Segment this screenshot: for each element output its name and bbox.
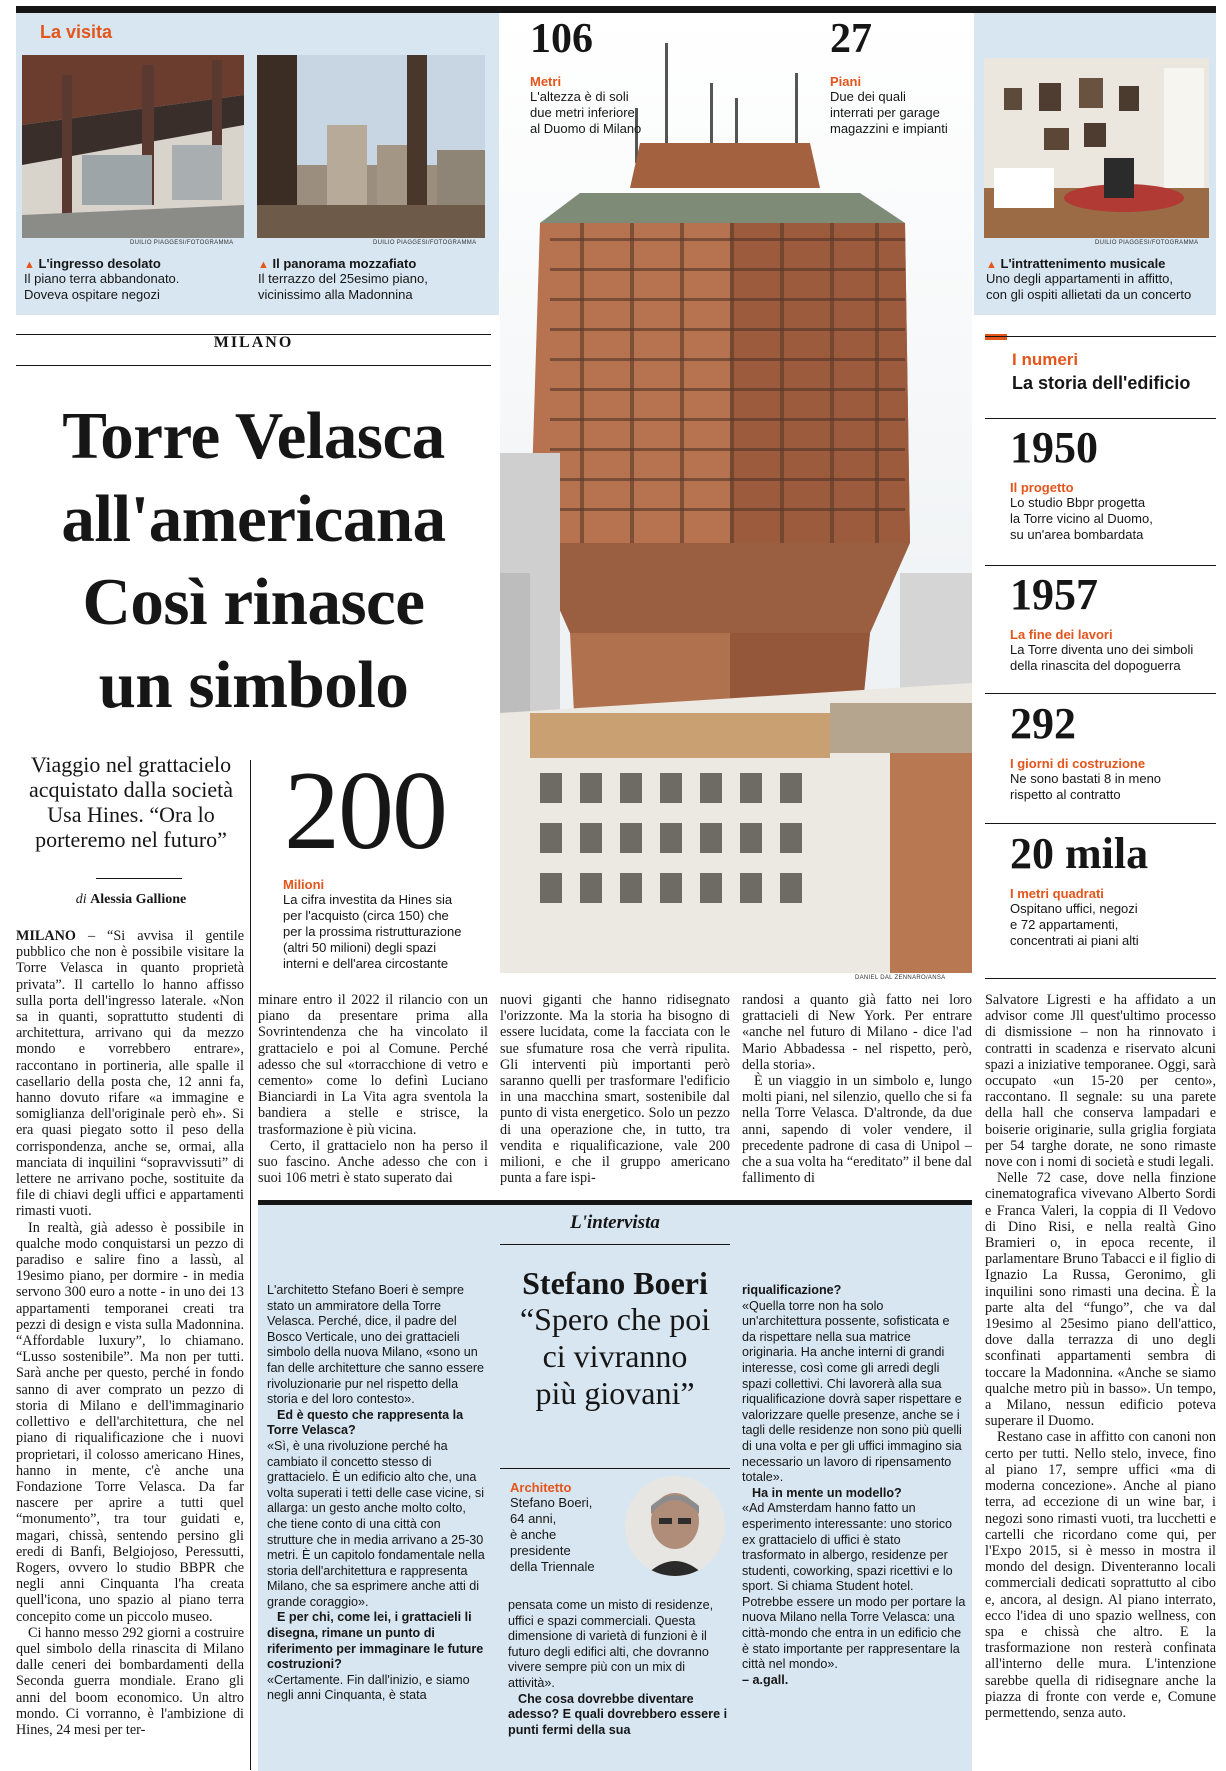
numeri-sep-0	[985, 418, 1216, 419]
interview-role-line3: è anche	[510, 1527, 557, 1542]
caption-ingresso	[24, 256, 244, 303]
interview-role-line1: Stefano Boeri,	[510, 1495, 593, 1510]
numeri-item-line: Lo studio Bbpr progetta	[1010, 495, 1146, 510]
headline-line3: Così rinasce	[82, 565, 425, 639]
numeri-item-line: Ospitano uffici, negozi	[1010, 901, 1138, 916]
numeri-item-label: La fine dei lavori	[1010, 627, 1113, 642]
caption-panorama-line1: Il terrazzo del 25esimo piano,	[258, 271, 428, 286]
subhead	[16, 752, 246, 852]
numeri-item-line: e 72 appartamenti,	[1010, 917, 1119, 932]
numeri-item-line: La Torre diventa uno dei simboli	[1010, 642, 1194, 657]
caption-panorama-line2: vicinissimo alla Madonnina	[258, 287, 413, 302]
avatar	[625, 1476, 725, 1576]
interview-col1-p5: «Certamente. Fin dall'inizio, e siamo negli anni Cinquanta, è stata	[267, 1672, 470, 1703]
portrait-image	[625, 1476, 725, 1576]
subhead-line3: Usa Hines. “Ora lo	[47, 802, 215, 827]
caption-ingresso-line2: Doveva ospitare negozi	[24, 287, 160, 302]
numeri-item-1950	[1010, 423, 1216, 543]
interview-quote-line3: più giovani”	[535, 1375, 695, 1411]
photo-appartamento-image	[984, 58, 1209, 238]
headline-line4: un simbolo	[98, 648, 409, 722]
byline-prefix: di	[75, 892, 87, 907]
article-col3	[500, 992, 730, 1192]
numeri-item-line: concentrati ai piani alti	[1010, 933, 1139, 948]
numeri-title: La storia dell'edificio	[1012, 373, 1191, 393]
stat-piani	[830, 16, 970, 137]
big-number-line1: La cifra investita da Hines sia	[283, 892, 453, 907]
visita-label: La visita	[40, 22, 113, 42]
big-number	[256, 749, 496, 972]
subhead-line1: Viaggio nel grattacielo	[30, 752, 232, 777]
stat-piani-line1: Due dei quali	[830, 89, 906, 104]
stat-piani-number: 27	[830, 16, 872, 62]
triangle-icon: ▲	[986, 259, 997, 271]
top-rule	[16, 6, 1216, 13]
caption-ingresso-title: L'ingresso desolato	[38, 256, 161, 271]
numeri-item-label: I giorni di costruzione	[1010, 756, 1146, 771]
article-col4	[742, 992, 972, 1192]
dateline: MILANO	[16, 928, 76, 944]
photo-panorama-image	[257, 55, 485, 238]
numeri-item-label: I metri quadrati	[1010, 886, 1104, 901]
interview-question: E per chi, come lei, i grattacieli li disegna, rimane un punto di riferimento per immaginare le future costruzioni?	[267, 1610, 484, 1672]
numeri-item-line: su un'area bombardata	[1010, 527, 1144, 542]
photo-ingresso-credit: DUILIO PIAGGESI/FOTOGRAMMA	[130, 240, 234, 246]
big-number-line5: interni e dell'area circostante	[283, 956, 449, 971]
stat-metri	[530, 16, 680, 137]
interview-col2-p1: pensata come un misto di residenze, uffici e spazi commerciali. Questa dimensione di varietà di funzioni è il futuro degli edifici alti, che dovranno vivere sempre più con un mix di attività».	[508, 1598, 714, 1690]
numeri-year: 1950	[1010, 423, 1098, 472]
numeri-accent	[985, 334, 1007, 340]
stat-piani-label: Piani	[830, 74, 862, 89]
numeri-year: 292	[1010, 699, 1076, 748]
article-col3-p1: nuovi giganti che hanno ridisegnato l'orizzonte. Ma la storia ha bisogno di essere lucidata, come la facciata con le sue sfumature rosa che verrà ripulita. Gli interventi più importanti però saranno quelli per trasformare l'edificio in una macchina smart, sostenibile dal punto di vista energetico. Solo un pezzo di una operazione che, in tutto, tra vendita e riqualificazione, vale 200 milioni, e che il gruppo americano punta a fare ispi-	[500, 992, 730, 1187]
interview-col3-p2: «Quella torre non ha solo un'architettura possente, sofisticata e da rispettare nella sua matrice originaria. Ha anche interni di grandi interesse, così come gli arredi degli spazi collettivi. Chi lavorerà alla sua riqualificazione dovrà saper rispettare e valorizzare quelle presenze, anche se i tagli delle residenze non sono più quelli di una volta e per gli uffici immagino sia necessario un lavoro di ripensamento totale».	[742, 1298, 962, 1485]
caption-panorama	[258, 256, 498, 303]
numeri-sep-1	[985, 565, 1216, 566]
numeri-item-line: Ne sono bastati 8 in meno	[1010, 771, 1162, 786]
article-col5	[985, 992, 1216, 1768]
photo-ingresso	[22, 55, 244, 238]
article-col5-p3: Restano case in affitto con canoni non certo per tutti. Nello stelo, invece, fino al piano 17, sempre uffici «ma di moderna concezione». Anche al piano terra, ad eccezione di un wine bar, i negozi sono rimasti vuoti, tra lucchetti e cartelli che ricordano come qui, per l'Expo 2015, si è messo in mostra il mondo del design. Diventeranno locali commerciali dedicati soprattutto al cibo e, ancora, al design. Al piano interrato, ecco l'idea di uno spazio wellness, con spa e chissà che altro. E la trasformazione non resterà confinata all'interno delle mura. L'intenzione sarebbe quella di ridisegnare anche la piazza di fronte con verde e, Comune permettendo, senza auto.	[985, 1429, 1216, 1721]
caption-panorama-title: Il panorama mozzafiato	[272, 256, 417, 271]
subhead-line4: porteremo nel futuro”	[35, 827, 227, 852]
byline-name: Alessia Gallione	[90, 892, 187, 907]
caption-appartamento-line1: Uno degli appartamenti in affitto,	[986, 271, 1173, 286]
interview-quote-rule	[500, 1468, 730, 1469]
photo-torre-image	[500, 13, 972, 973]
interview-signature: – a.gall.	[742, 1672, 789, 1687]
article-col1-p1: – “Si avvisa il gentile pubblico che non è possibile visitare la Torre Velasca in quanto proprietà privata”. Il cartello lo hanno affisso sulla porta dell'ingresso laterale. «Non sa in quanti, soprattutto studenti di architettura, arrivano qui da mezzo mondo e vorrebbero entrare», raccontano in portineria, alle spalle il casellario della posta che, 12 anni fa, hanno dovuto rifare «a immagine e somiglianza dell'originale però eh». Si era quasi piegato sotto il peso della corrispondenza, anche se, ormai, alla manciata di inquilini “sopravvissuti” di lettere ne arrivano poche, sostituite da file di chiavi degli uffici e appartamenti rimasti vuoti.	[16, 928, 244, 1220]
big-number-label: Milioni	[283, 877, 325, 892]
numeri-item-label: Il progetto	[1010, 480, 1074, 495]
big-number-value: 200	[284, 749, 446, 873]
main-photo-credit: DANIEL DAL ZENNARO/ANSA	[855, 975, 946, 981]
article-col2-p2: Certo, il grattacielo non ha perso il suo fascino. Anche adesso che con i suoi 106 metri è stato superato dai	[258, 1137, 488, 1187]
interview-col1-p3: «Sì, è una rivoluzione perché ha cambiato il concetto stesso di grattacielo. È un edificio alto che, una volta superati i tetti delle case vicine, si allarga: un gesto anche molto colto, che tiene conto di una città con strutture che in media arrivano a 25-30 metri. È un capitolo fondamentale nella storia dell'architettura e rappresenta Milano, che sa esprimere anche atti di grande coraggio».	[267, 1438, 485, 1609]
interview-question: Ha in mente un modello?	[752, 1485, 902, 1500]
interview-role	[510, 1480, 640, 1575]
numeri-rule	[985, 336, 1216, 337]
headline-line1: Torre Velasca	[62, 399, 445, 473]
triangle-icon: ▲	[24, 259, 35, 271]
photo-torre-velasca	[500, 13, 972, 973]
interview-role-line2: 64 anni,	[510, 1511, 557, 1526]
interview-role-label: Architetto	[510, 1480, 572, 1495]
numeri-item-292	[1010, 699, 1216, 803]
subhead-line2: acquistato dalla società	[28, 777, 234, 802]
section-label: MILANO	[213, 334, 294, 351]
interview-col1	[267, 1283, 489, 1767]
interview-quote-line2: ci vivranno	[542, 1338, 688, 1374]
interview-label-rule	[500, 1244, 730, 1245]
numeri-sep-4	[985, 978, 1216, 979]
numeri-year: 20 mila	[1010, 829, 1149, 878]
big-number-line2: per l'acquisto (circa 150) che	[283, 908, 449, 923]
article-col2-p1: minare entro il 2022 il rilancio con un piano da presentare prima alla Sovrintendenza che ha vincolato il grattacielo e poi al Comune. Perché adesso che sul «torracchione di vetro e cemento» come lo definì Luciano Bianciardi in La Vita agra sventola la bandiera a stelle e strisce, la trasformazione è più vicina.	[258, 992, 488, 1138]
section-rule-bottom	[16, 365, 491, 366]
numeri-item-line: la Torre vicino al Duomo,	[1010, 511, 1153, 526]
stat-metri-label: Metri	[530, 74, 562, 89]
article-col2	[258, 992, 488, 1192]
interview-name: Stefano Boeri	[522, 1265, 708, 1301]
triangle-icon: ▲	[258, 259, 269, 271]
article-col1-p3: Ci hanno messo 292 giorni a costruire quel simbolo della rinascita di Milano dalle ceneri dei bombardamenti della Seconda guerra mondiale. Erano gli anni del boom economico. Un altro mondo. Ci vorranno, è l'ambizione di Hines, 24 mesi per ter-	[16, 1624, 244, 1738]
caption-appartamento-title: L'intrattenimento musicale	[1000, 256, 1166, 271]
interview-question: riqualificazione?	[742, 1283, 842, 1297]
numeri-item-line: rispetto al contratto	[1010, 787, 1121, 802]
stat-metri-line1: L'altezza è di soli	[530, 89, 629, 104]
article-col4-p1: randosi a quanto già fatto nei loro grattacieli di New York. Per entrare «anche nel futuro di Milano - dice l'ad Mario Abbadessa - nel rispetto, però, della storia».	[742, 992, 972, 1073]
caption-appartamento-line2: con gli ospiti allietati da un concerto	[986, 287, 1192, 302]
stat-metri-line3: al Duomo di Milano	[530, 121, 642, 136]
article-col5-p1: Salvatore Ligresti e ha affidato a un advisor come Jll quest'ultimo processo di dismissione – non ha rinnovato i contratti in scadenza e riservato alcuni spazi a iniziative temporanee. Oggi, sarà occupato «un 15-20 per cento», raccontano. Il segnale: su una parete della hall che conserva lampadari e boiserie originarie, sulla griglia forgiata per 54 targhe dorate, ne sono rimaste nove con i nomi di società e studi legali.	[985, 992, 1216, 1171]
stat-piani-line2: interrati per garage	[830, 105, 940, 120]
big-number-line4: (altri 50 milioni) degli spazi	[283, 940, 437, 955]
stat-piani-line3: magazzini e impianti	[830, 121, 948, 136]
interview-role-line4: presidente	[510, 1543, 571, 1558]
photo-ingresso-image	[22, 55, 244, 238]
headline-line2: all'americana	[61, 482, 446, 556]
numeri-year: 1957	[1010, 570, 1098, 619]
interview-col1-p1: L'architetto Stefano Boeri è sempre stato un ammiratore della Torre Velasca. Perché, dice, il padre del Bosco Verticale, uno dei grattacieli simbolo della nuova Milano, «sono un fan delle architetture che sanno essere rivoluzionarie pur nel rispetto della storia e del loro contesto».	[267, 1283, 485, 1407]
byline-rule	[96, 878, 182, 879]
numeri-label: I numeri	[1012, 350, 1079, 369]
interview-col2	[508, 1598, 730, 1768]
photo-panorama	[257, 55, 485, 238]
caption-ingresso-line1: Il piano terra abbandonato.	[24, 271, 180, 286]
photo-appartamento	[984, 58, 1209, 238]
article-col1	[16, 928, 244, 1768]
numeri-item-line: della rinascita del dopoguerra	[1010, 658, 1181, 673]
photo-appartamento-credit: DUILIO PIAGGESI/FOTOGRAMMA	[1095, 240, 1199, 246]
numeri-item-20mila	[1010, 829, 1216, 949]
article-col4-p2: È un viaggio in un simbolo e, lungo molti piani, nel silenzio, quello che si fa nella Torre Velasca. D'altronde, da due anni, sapendo di voler vendere, il precedente padrone di casa di Unipol – che a sua volta ha “ereditato” il bene dal fallimento di	[742, 1073, 972, 1187]
article-col5-p2: Nelle 72 case, dove nella finzione cinematografica vivevano Alberto Sordi e Franca Valeri, la coppia di Il Vedovo di Dino Risi, e nella realtà Gino Bramieri o, in epoca recente, il parlamentare Bruno Tabacci e il figlio di Ignazio La Russa, Geronimo, gli inquilini sono rimasti una decina. È la parte alta del “fungo”, che va dal 19esimo al 25esimo piano dell'attico, dove dalla terrazza di uno degli sconfinati appartamenti sembra di toccare la Madonnina. «Anche se siamo qualche metro più in basso». Un tempo, a Milano, nessun edificio poteva superare il Duomo.	[985, 1170, 1216, 1430]
interview-col3-p4: «Ad Amsterdam hanno fatto un esperimento interessante: uno storico ex grattacielo di uffici è stato trasformato in albergo, residenze per studenti, coworking, spazi ricettivi e lo sport. Si chiama Student hotel. Potrebbe essere un modo per portare la nuova Milano nella Torre Velasca: una città-mondo che entra in un edificio che è stato importante per rappresentare la città nel mondo».	[742, 1501, 966, 1672]
numeri-sep-2	[985, 693, 1216, 694]
caption-appartamento	[986, 256, 1216, 303]
numeri-sep-3	[985, 823, 1216, 824]
stat-metri-number: 106	[530, 16, 593, 62]
interview-question: Che cosa dovrebbe diventare adesso? E quali dovrebbero essere i punti fermi della sua	[508, 1691, 728, 1737]
column-divider	[250, 760, 251, 1770]
numeri-item-1957	[1010, 570, 1216, 674]
interview-label: L'intervista	[570, 1212, 660, 1233]
big-number-line3: per la prossima ristrutturazione	[283, 924, 462, 939]
headline	[16, 395, 491, 727]
article-col1-p2: In realtà, già adesso è possibile in qualche modo conquistarsi un pezzo di paradiso e salire fino a lassù, al 19esimo piano, per dormire - in media servono 300 euro a notte - in uno dei 13 appartamenti temporanei creati tra pezzi di design e vista sulla Madonnina. “Affordable luxury”, lo chiamano. “Lusso sostenibile”. Ma non per tutti. Sarà anche per questo, perché in fondo sanno di aver comprato un pezzo di storia di Milano e dell'immaginario collettivo e dell'architettura, che nel piano di riqualificazione che i nuovi proprietari, il colosso americano Hines, hanno in mente, c'è anche una Fondazione Torre Velasca. Da far nascere per aprire a tutti quel “monumento”, tra tour guidati e, magari, chissà, sentendo persino gli eredi di Banfi, Belgiojoso, Peressutti, Rogers, ovvero lo studio BBPR che negli anni Cinquanta l'ha creata quell'icona, uno spazio al piano terra concepito come un piccolo museo.	[16, 1219, 244, 1625]
stat-metri-line2: due metri inferiore	[530, 105, 635, 120]
interview-col3	[742, 1283, 966, 1767]
interview-quote	[500, 1301, 730, 1412]
photo-panorama-credit: DUILIO PIAGGESI/FOTOGRAMMA	[373, 240, 477, 246]
interview-role-line5: della Triennale	[510, 1559, 595, 1574]
byline	[16, 892, 246, 908]
interview-quote-line1: “Spero che poi	[519, 1301, 711, 1337]
interview-question: Ed è questo che rappresenta la Torre Velasca?	[267, 1407, 464, 1438]
